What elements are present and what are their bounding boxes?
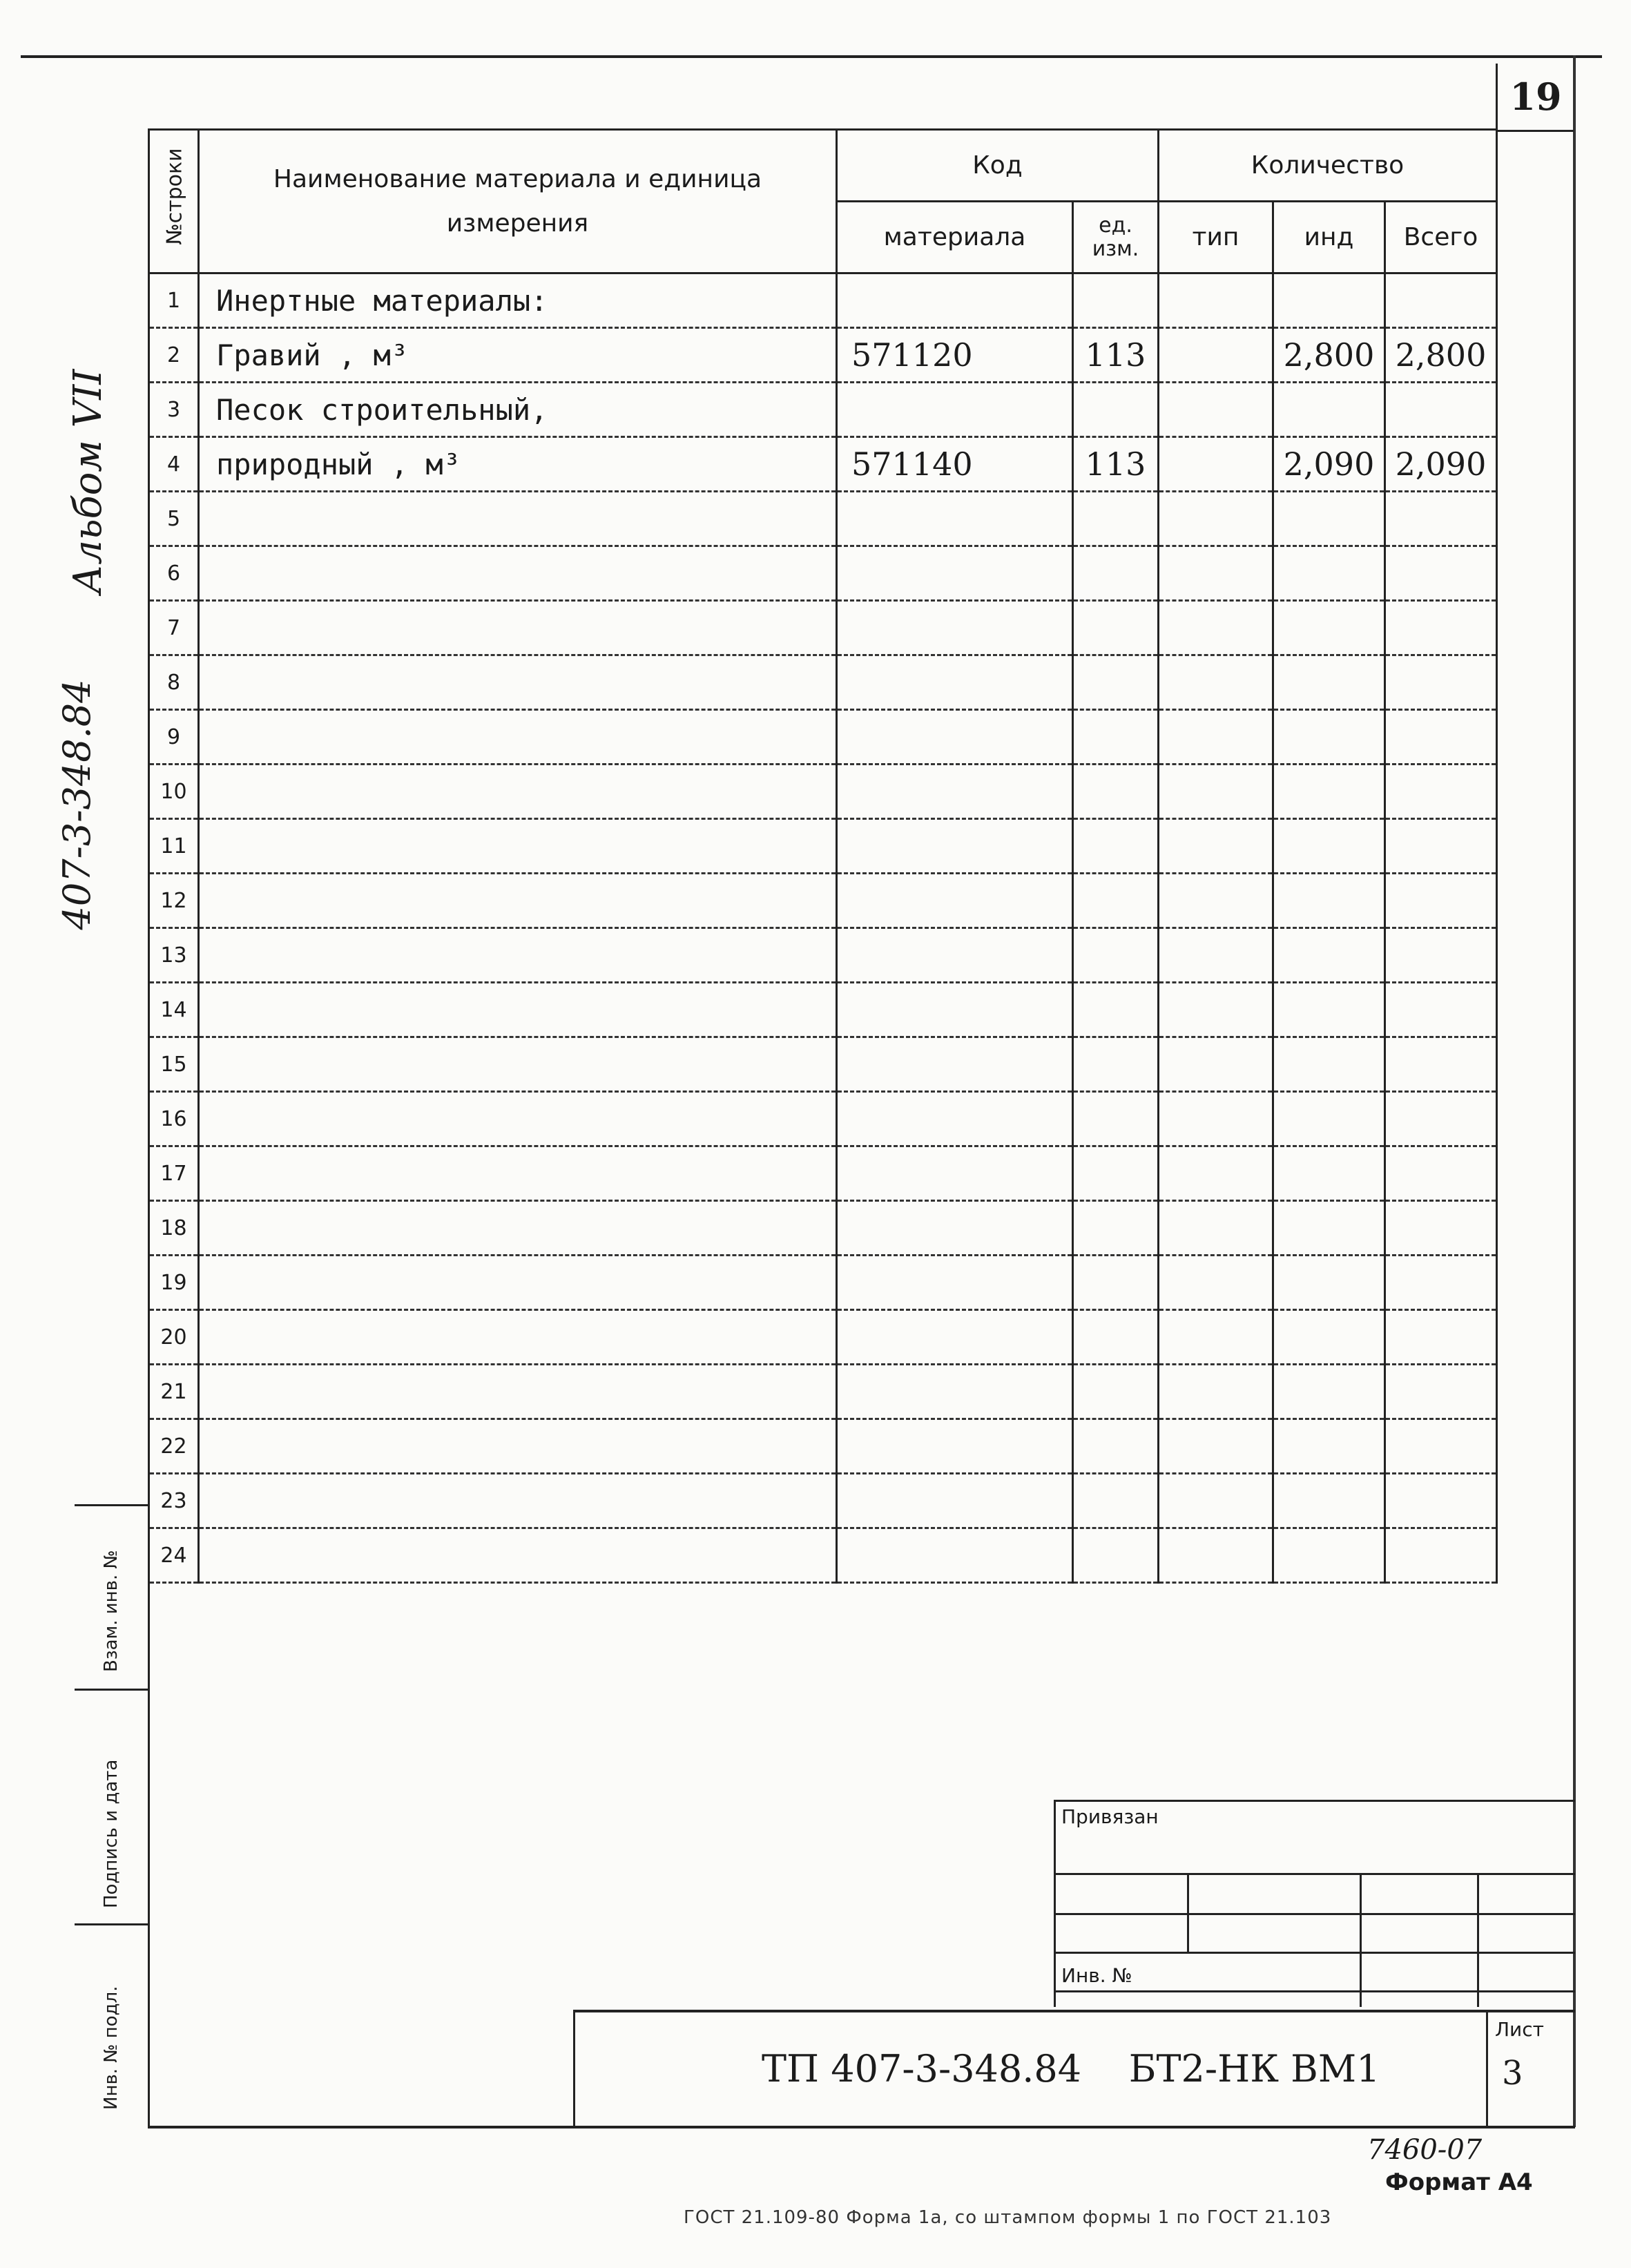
material-name (199, 819, 837, 874)
handwritten-album-note: Альбом VII (66, 369, 110, 594)
quantity-total (1385, 1092, 1497, 1146)
quantity-total (1385, 655, 1497, 710)
row-number: 6 (149, 546, 199, 601)
quantity-total (1385, 1310, 1497, 1365)
row-number: 7 (149, 601, 199, 655)
format-label: Формат А4 (1385, 2169, 1533, 2196)
material-name: Гравий , м³ (199, 328, 837, 383)
quantity-total (1385, 601, 1497, 655)
quantity-total (1385, 983, 1497, 1037)
row-number: 10 (149, 765, 199, 819)
material-name (199, 1528, 837, 1583)
unit-code (1073, 819, 1159, 874)
quantity-ind (1273, 874, 1385, 928)
unit-code (1073, 1474, 1159, 1528)
header-material-code: материала (837, 202, 1073, 273)
material-name (199, 1474, 837, 1528)
material-code (837, 1037, 1073, 1092)
material-name (199, 492, 837, 546)
quantity-ind (1273, 819, 1385, 874)
quantity-ind (1273, 1201, 1385, 1256)
table-row (149, 710, 1497, 765)
quantity-typ (1159, 1310, 1273, 1365)
material-name (199, 601, 837, 655)
quantity-total (1385, 1419, 1497, 1474)
unit-code (1073, 1310, 1159, 1365)
row-number: 3 (149, 383, 199, 437)
quantity-ind (1273, 383, 1385, 437)
material-name: Песок строительный, (199, 383, 837, 437)
quantity-ind (1273, 273, 1385, 328)
quantity-total (1385, 710, 1497, 765)
quantity-total (1385, 1528, 1497, 1583)
row-number: 23 (149, 1474, 199, 1528)
quantity-ind (1273, 546, 1385, 601)
quantity-total (1385, 492, 1497, 546)
unit-code (1073, 1528, 1159, 1583)
quantity-typ (1159, 546, 1273, 601)
unit-code (1073, 1146, 1159, 1201)
table-row (149, 874, 1497, 928)
unit-code (1073, 874, 1159, 928)
unit-code (1073, 765, 1159, 819)
material-code (837, 765, 1073, 819)
vzam-inv-cell (75, 1506, 148, 1691)
unit-code (1073, 1037, 1159, 1092)
table-row (149, 273, 1497, 328)
sheet-number: 3 (1502, 2054, 1523, 2093)
quantity-ind (1273, 1146, 1385, 1201)
table-row (149, 546, 1497, 601)
material-name (199, 546, 837, 601)
materials-table (148, 128, 1498, 1584)
top-border-line (21, 55, 1602, 58)
material-code: 571120 (837, 328, 1073, 383)
quantity-typ (1159, 1256, 1273, 1310)
quantity-typ (1159, 1528, 1273, 1583)
header-total: Всего (1385, 202, 1497, 273)
table-row (149, 328, 1497, 383)
quantity-typ (1159, 1365, 1273, 1419)
material-name (199, 983, 837, 1037)
unit-code (1073, 601, 1159, 655)
quantity-ind (1273, 655, 1385, 710)
header-material-name-label: Наименование материала и единица измерения (273, 164, 762, 238)
material-code: 571140 (837, 437, 1073, 492)
quantity-total (1385, 273, 1497, 328)
quantity-typ (1159, 437, 1273, 492)
quantity-typ (1159, 1201, 1273, 1256)
material-name: Инертные материалы: (199, 273, 837, 328)
header-ind: инд (1273, 202, 1385, 273)
quantity-typ (1159, 928, 1273, 983)
row-number: 19 (149, 1256, 199, 1310)
material-name (199, 1037, 837, 1092)
quantity-total (1385, 1037, 1497, 1092)
quantity-ind (1273, 928, 1385, 983)
table-row (149, 1201, 1497, 1256)
inv-original-cell (75, 1923, 148, 2125)
row-number: 20 (149, 1310, 199, 1365)
quantity-typ (1159, 273, 1273, 328)
row-number: 21 (149, 1365, 199, 1419)
quantity-ind: 2,090 (1273, 437, 1385, 492)
quantity-ind (1273, 1037, 1385, 1092)
header-material-name (199, 130, 837, 273)
table-row (149, 601, 1497, 655)
material-name (199, 1365, 837, 1419)
quantity-typ (1159, 819, 1273, 874)
table-row (149, 983, 1497, 1037)
quantity-total (1385, 1365, 1497, 1419)
privyazan-label: Привязан (1061, 1805, 1159, 1828)
material-name (199, 1146, 837, 1201)
row-number: 8 (149, 655, 199, 710)
table-row (149, 492, 1497, 546)
row-number: 13 (149, 928, 199, 983)
handwritten-footer-number: 7460-07 (1367, 2134, 1483, 2166)
page-number: 19 (1496, 64, 1574, 132)
table-row (149, 1310, 1497, 1365)
signature-date-cell (75, 1689, 148, 1925)
quantity-total: 2,800 (1385, 328, 1497, 383)
unit-code (1073, 1256, 1159, 1310)
material-name (199, 1092, 837, 1146)
table-row (149, 437, 1497, 492)
sheet-box (1486, 2012, 1575, 2128)
material-code (837, 655, 1073, 710)
table-row (149, 1256, 1497, 1310)
unit-code (1073, 492, 1159, 546)
quantity-typ (1159, 601, 1273, 655)
unit-code: 113 (1073, 437, 1159, 492)
table-row (149, 1474, 1497, 1528)
material-name (199, 928, 837, 983)
material-code (837, 928, 1073, 983)
unit-code (1073, 1365, 1159, 1419)
gost-reference: ГОСТ 21.109-80 Форма 1а, со штампом формы 1 по ГОСТ 21.103 (684, 2207, 1332, 2228)
quantity-typ (1159, 1419, 1273, 1474)
quantity-ind (1273, 983, 1385, 1037)
approval-margin-strip (75, 1504, 150, 2128)
material-code (837, 1201, 1073, 1256)
row-number: 14 (149, 983, 199, 1037)
quantity-typ (1159, 655, 1273, 710)
material-code (837, 983, 1073, 1037)
quantity-ind (1273, 1365, 1385, 1419)
material-code (837, 710, 1073, 765)
material-code (837, 1146, 1073, 1201)
signature-date-label: Подпись и дата (101, 1759, 122, 1908)
table-row (149, 1528, 1497, 1583)
material-code (837, 601, 1073, 655)
material-code (837, 1419, 1073, 1474)
quantity-ind (1273, 765, 1385, 819)
quantity-ind (1273, 1092, 1385, 1146)
unit-code (1073, 1092, 1159, 1146)
table-row (149, 1419, 1497, 1474)
header-quantity: Количество (1159, 130, 1497, 202)
handwritten-project-code: 407-3-348.84 (55, 679, 99, 930)
quantity-typ (1159, 1474, 1273, 1528)
quantity-total (1385, 1256, 1497, 1310)
table-row (149, 1037, 1497, 1092)
row-number: 15 (149, 1037, 199, 1092)
header-row-number (149, 130, 199, 273)
quantity-total (1385, 1201, 1497, 1256)
material-name (199, 710, 837, 765)
table-row (149, 383, 1497, 437)
quantity-typ (1159, 765, 1273, 819)
quantity-ind (1273, 601, 1385, 655)
quantity-ind (1273, 1474, 1385, 1528)
row-number: 11 (149, 819, 199, 874)
table-row (149, 1365, 1497, 1419)
vzam-inv-label: Взам. инв. № (101, 1550, 122, 1672)
material-name (199, 874, 837, 928)
material-code (837, 1474, 1073, 1528)
material-code (837, 383, 1073, 437)
quantity-total (1385, 1474, 1497, 1528)
row-number: 1 (149, 273, 199, 328)
unit-code (1073, 928, 1159, 983)
inv-original-label: Инв. № подл. (101, 1986, 122, 2110)
material-name (199, 765, 837, 819)
row-number: 24 (149, 1528, 199, 1583)
quantity-typ (1159, 492, 1273, 546)
unit-code (1073, 710, 1159, 765)
quantity-typ (1159, 1146, 1273, 1201)
quantity-total (1385, 546, 1497, 601)
row-number: 22 (149, 1419, 199, 1474)
material-name (199, 1419, 837, 1474)
unit-code (1073, 983, 1159, 1037)
material-code (837, 273, 1073, 328)
material-name (199, 1256, 837, 1310)
material-code (837, 1310, 1073, 1365)
quantity-ind (1273, 1419, 1385, 1474)
quantity-ind (1273, 1310, 1385, 1365)
material-code (837, 1256, 1073, 1310)
row-number: 12 (149, 874, 199, 928)
quantity-ind (1273, 1256, 1385, 1310)
material-name (199, 1310, 837, 1365)
title-block (573, 2010, 1575, 2128)
header-typ: тип (1159, 202, 1273, 273)
row-number: 5 (149, 492, 199, 546)
material-name (199, 655, 837, 710)
quantity-typ (1159, 1092, 1273, 1146)
table-row (149, 1146, 1497, 1201)
inv-no-label: Инв. № (1061, 1964, 1132, 1987)
quantity-typ (1159, 983, 1273, 1037)
quantity-total (1385, 874, 1497, 928)
quantity-typ (1159, 710, 1273, 765)
quantity-typ (1159, 383, 1273, 437)
attachment-stamp (1054, 1800, 1575, 2007)
material-code (837, 1092, 1073, 1146)
unit-code (1073, 1419, 1159, 1474)
material-code (837, 819, 1073, 874)
header-code: Код (837, 130, 1159, 202)
quantity-total (1385, 819, 1497, 874)
sheet-label: Лист (1495, 2018, 1544, 2041)
row-number: 9 (149, 710, 199, 765)
quantity-total (1385, 383, 1497, 437)
header-unit: ед. изм. (1073, 202, 1159, 273)
material-code (837, 874, 1073, 928)
row-number: 2 (149, 328, 199, 383)
table-row (149, 928, 1497, 983)
quantity-total (1385, 765, 1497, 819)
material-name: природный , м³ (199, 437, 837, 492)
unit-code (1073, 655, 1159, 710)
row-number: 17 (149, 1146, 199, 1201)
unit-code: 113 (1073, 328, 1159, 383)
unit-code (1073, 546, 1159, 601)
quantity-total (1385, 928, 1497, 983)
table-row (149, 765, 1497, 819)
material-code (837, 492, 1073, 546)
quantity-typ (1159, 874, 1273, 928)
table-row (149, 819, 1497, 874)
row-number: 16 (149, 1092, 199, 1146)
unit-code (1073, 273, 1159, 328)
unit-code (1073, 1201, 1159, 1256)
table-body (149, 273, 1497, 1583)
row-number: 18 (149, 1201, 199, 1256)
header-row-number-label: №строки (162, 148, 187, 245)
material-code (837, 1365, 1073, 1419)
quantity-ind (1273, 1528, 1385, 1583)
material-name (199, 1201, 837, 1256)
quantity-typ (1159, 1037, 1273, 1092)
quantity-typ (1159, 328, 1273, 383)
row-number: 4 (149, 437, 199, 492)
table-row (149, 655, 1497, 710)
quantity-ind: 2,800 (1273, 328, 1385, 383)
quantity-ind (1273, 492, 1385, 546)
unit-code (1073, 383, 1159, 437)
material-code (837, 1528, 1073, 1583)
quantity-total: 2,090 (1385, 437, 1497, 492)
table-row (149, 1092, 1497, 1146)
quantity-total (1385, 1146, 1497, 1201)
quantity-ind (1273, 710, 1385, 765)
document-designation: ТП 407-3-348.84 БТ2-НК ВМ1 (762, 2047, 1380, 2091)
material-code (837, 546, 1073, 601)
